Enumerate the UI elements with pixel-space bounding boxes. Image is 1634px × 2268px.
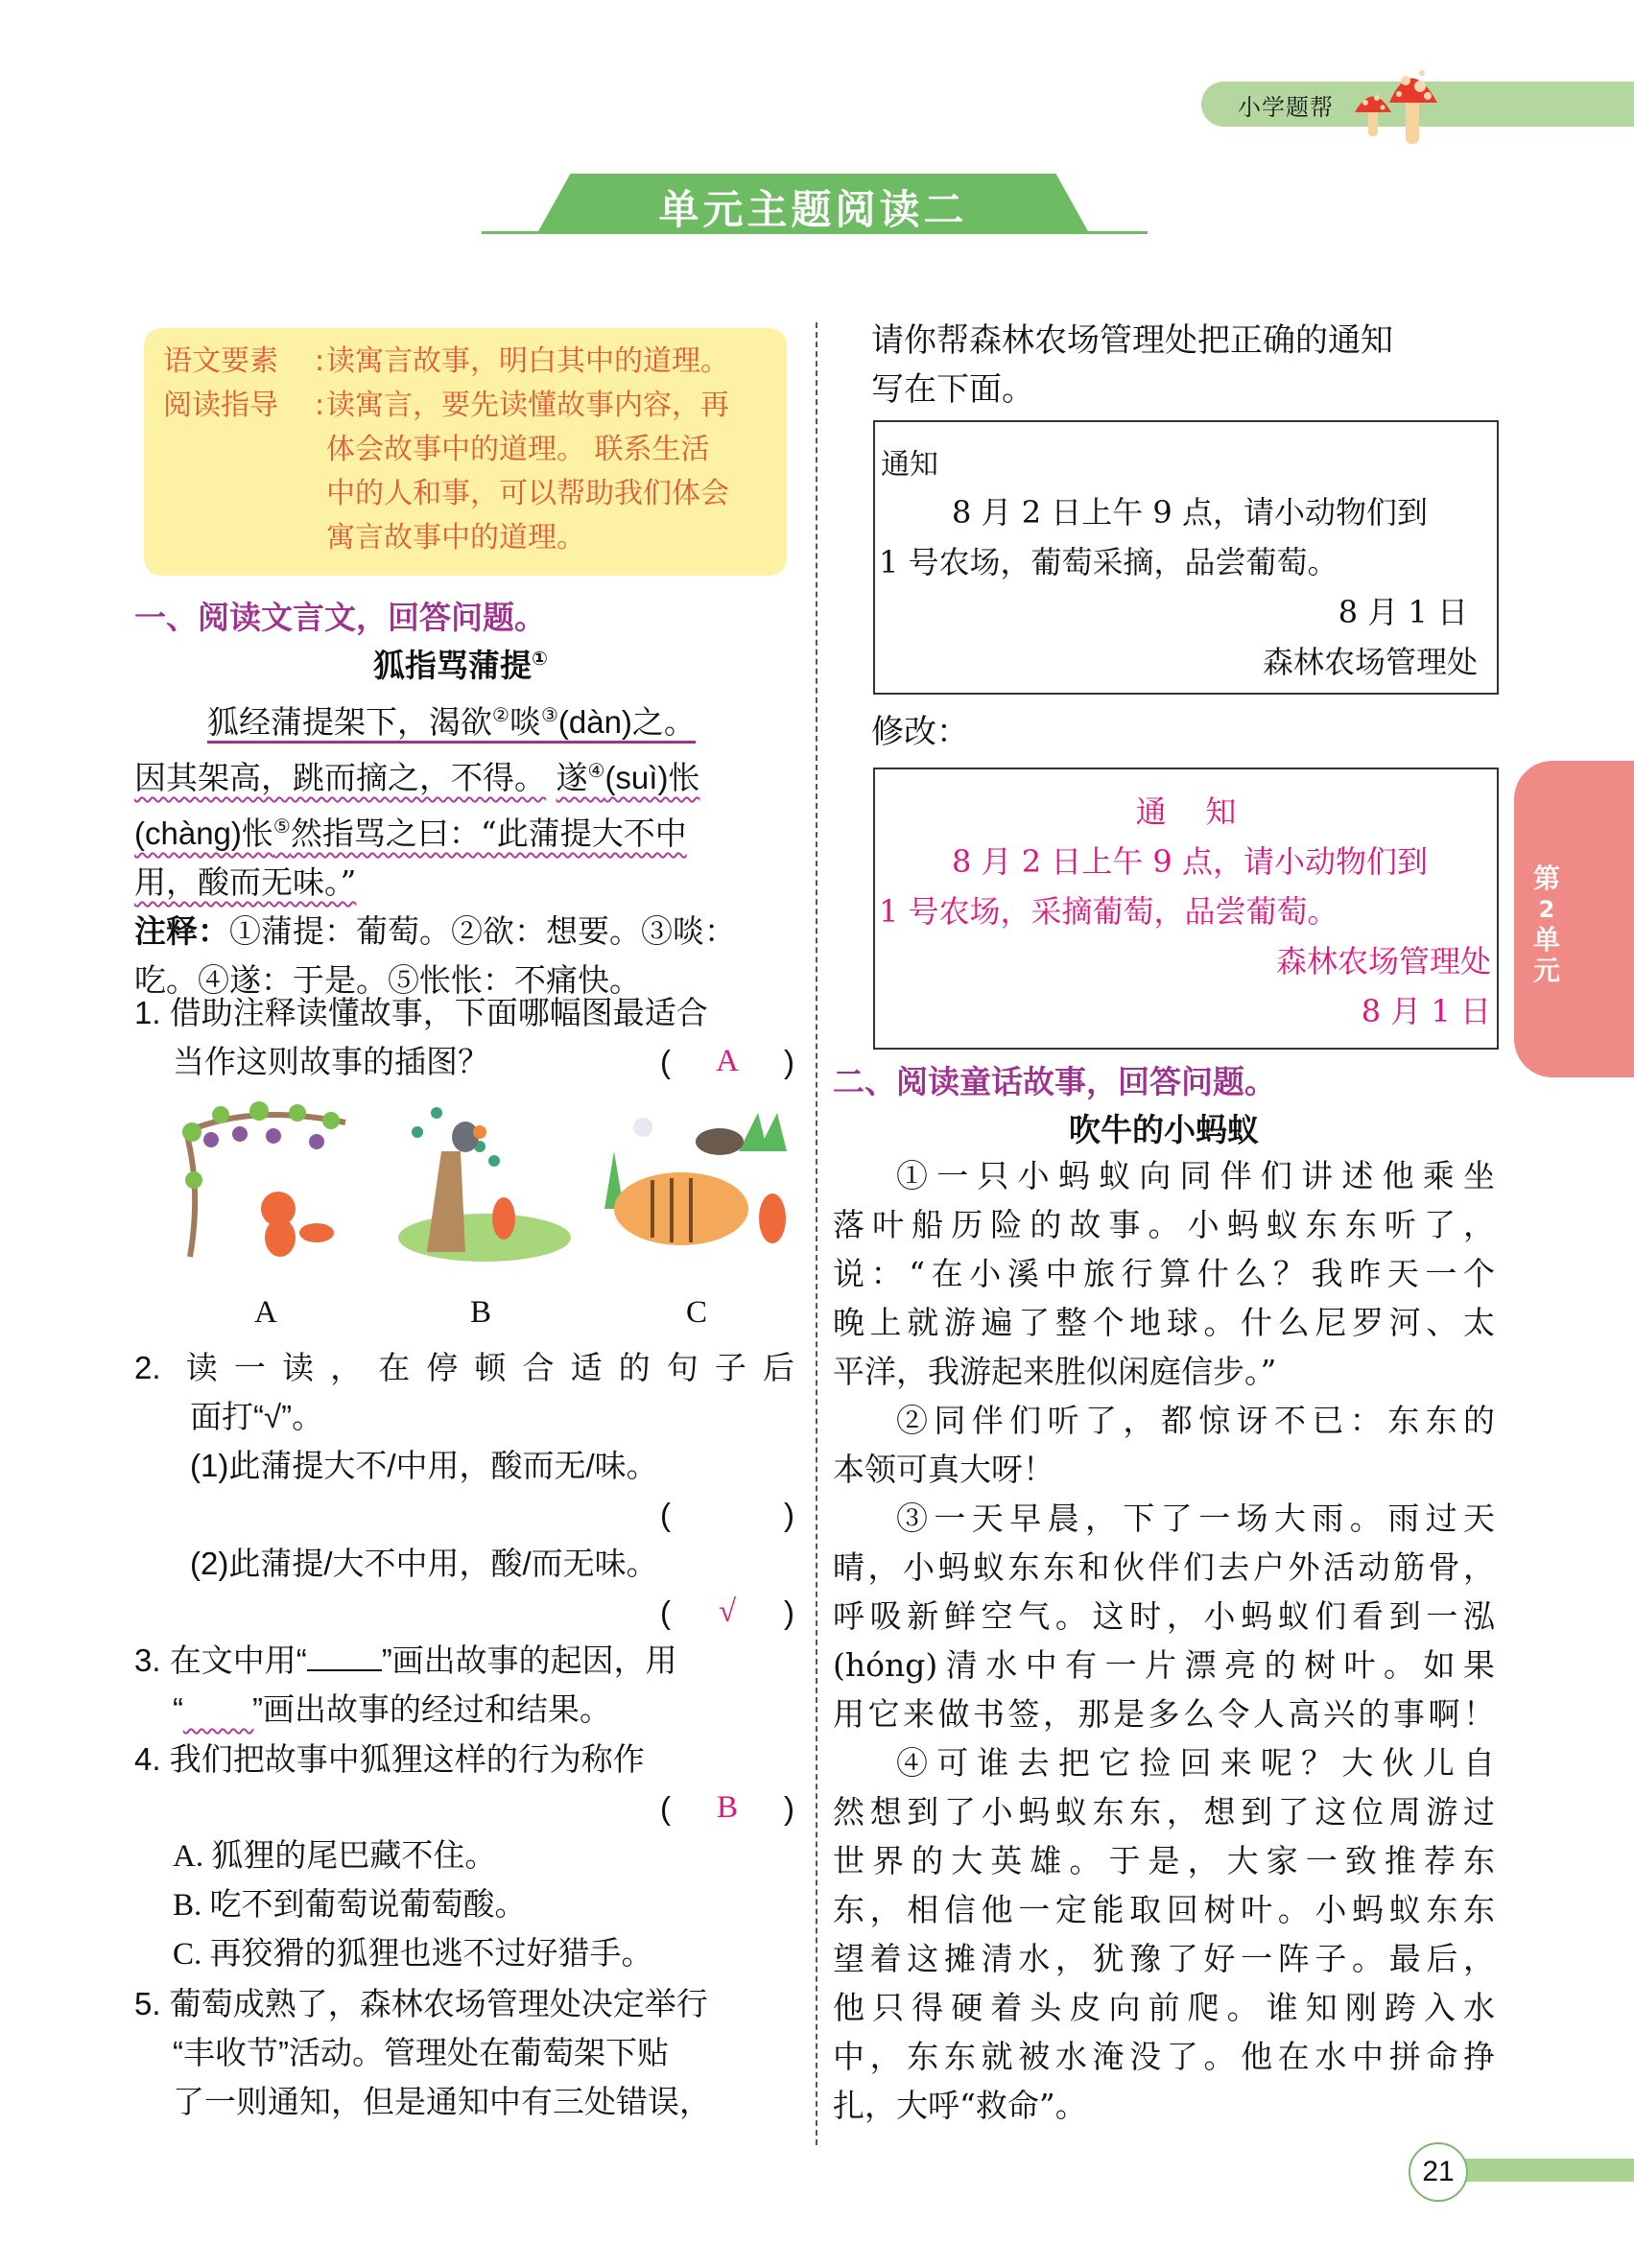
figure-label-b: B xyxy=(470,1295,492,1330)
answer-value: A xyxy=(716,1044,739,1078)
option-a: A. 狐狸的尾巴藏不住。 xyxy=(173,1839,497,1874)
element-label: 语文要素 xyxy=(163,344,278,378)
guide-label: 阅读指导 xyxy=(163,389,278,422)
story2-passage: ①一只小蚂蚁向同伴们讲述他乘坐 落叶船历险的故事。小蚂蚁东东听了， 说：“在小溪中旅行算什么？我昨天一个 晚上就游遍了整个地球。什么尼罗河、太 平洋，我游起来胜似闲庭信步。” ②同伴们听了，都惊讶不已：东东的 本领可真大呀！ ③一天早晨，下了一场大雨。雨过天 晴，小蚂蚁东东和伙伴们去户外活动筋骨， 呼吸新鲜空气。这时，小蚂蚁们看到一泓 (hóng)清水中有一片漂亮的树叶。如果 用它来做书签，那是多么令人高兴的事啊！ ④可谁去把它捡回来呢？大伙儿自 然想到了小蚂蚁东东，想到了这位周游过 世界的大英雄。于是，大家一致推荐东 东，相信他一定能取回树叶。小蚂蚁东东 望着这摊清水，犹豫了好一阵子。最后， 他只得硬着头皮向前爬。谁知刚跨入水 中，东东就被水淹没了。他在水中拼命挣 扎，大呼“救命”。 xyxy=(833,1157,1495,2124)
question-5-continued: 请你帮森林农场管理处把正确的通知 写在下面。 xyxy=(871,321,1393,409)
footer-bar xyxy=(1458,2159,1634,2182)
question-2: 2. 读一读，在停顿合适的句子后 面打“√”。 (1)此蒲提大不/中用，酸而无/味。 ( ) (2)此蒲提/大不中用，酸/而无味。 ( √ ) xyxy=(134,1343,794,1637)
answer-slot-1[interactable]: ( ) xyxy=(660,1497,794,1532)
page-number: 21 xyxy=(1409,2142,1468,2202)
figure-a-fox-grapes xyxy=(173,1094,365,1266)
story2-title: 吹牛的小蚂蚁 xyxy=(1069,1111,1259,1148)
brand-name: 小学题帮 xyxy=(1238,94,1334,121)
option-c: C. 再狡猾的狐狸也逃不过好猎手。 xyxy=(173,1937,653,1972)
notes-text: ①蒲提：葡萄。②欲：想要。③啖： xyxy=(229,912,736,950)
figure-c-fox-tiger xyxy=(595,1094,796,1266)
revise-label: 修改： xyxy=(871,713,969,751)
question-3: 3. 在文中用“ ”画出故事的起因，用 “ ”画出故事的经过和结果。 xyxy=(134,1642,677,1727)
notes-label: 注释： xyxy=(134,913,229,949)
answer-slot-2[interactable]: ( √ ) xyxy=(660,1588,794,1637)
question-5: 5. 葡萄成熟了，森林农场管理处决定举行 “丰收节”活动。管理处在葡萄架下贴 了一则通知，但是通知中有三处错误， xyxy=(134,1986,711,2119)
guide-line: 体会故事中的道理。 联系生活 xyxy=(326,433,710,466)
figure-b-fox-crow xyxy=(389,1094,580,1266)
footnote-ref: ① xyxy=(532,647,548,670)
option-b: B. 吃不到葡萄说葡萄酸。 xyxy=(173,1888,527,1923)
process-wavy-underline: 因其架高，跳而摘之，不得。 xyxy=(134,759,546,796)
original-notice: 通知 8 月 2 日上午 9 点，请小动物们到 1 号农场，葡萄采摘，品尝葡萄。 8 月 1 日 森林农场管理处 xyxy=(873,420,1499,695)
question-1: 1. 借助注释读懂故事，下面哪幅图最适合 当作这则故事的插图？ ( A ) xyxy=(134,988,794,1086)
story1-passage: 狐经蒲提架下，渴欲②啖③(dàn)之。 因其架高，跳而摘之，不得。 遂④(suì)怅 (chàng)怅⑤然指骂之曰：“此蒲提大不中 用，酸而无味。” 注释：①蒲提：葡萄。②欲：想要。③啖： 吃。④遂：于是。⑤怅怅：不痛快。 xyxy=(134,691,794,1004)
element-text: 读寓言故事，明白其中的道理。 xyxy=(326,344,729,378)
guide-line: 中的人和事，可以帮助我们体会 xyxy=(326,477,729,510)
unit-label: 第 2 单 元 xyxy=(1533,862,1561,986)
revised-notice[interactable]: 通 知 8 月 2 日上午 9 点，请小动物们到 1 号农场，采摘葡萄，品尝葡萄。 森林农场管理处 8 月 1 日 xyxy=(873,768,1499,1050)
answer-slot[interactable]: ( B ) xyxy=(660,1790,794,1826)
option-2: (2)此蒲提/大不中用，酸/而无味。 xyxy=(190,1546,658,1581)
checkmark-icon: √ xyxy=(718,1595,737,1629)
unit-side-tab xyxy=(1514,761,1634,1077)
question-4: 4. 我们把故事中狐狸这样的行为称作 ( B ) A. 狐狸的尾巴藏不住。 B. 吃不到葡萄说葡萄酸。 C. 再狡猾的狐狸也逃不过好猎手。 xyxy=(134,1735,794,1979)
notes-text: 吃。④遂：于是。⑤怅怅：不痛快。 xyxy=(134,961,641,999)
reading-tips: 语文要素 : 读寓言故事，明白其中的道理。 阅读指导 : 读寓言，要先读懂故事内容，再 体会故事中的道理。 联系生活 中的人和事，可以帮助我们体会 寓言故事中的道理。 xyxy=(163,340,777,560)
column-divider xyxy=(816,322,817,2145)
guide-line: 寓言故事中的道理。 xyxy=(326,521,585,555)
story1-title-text: 狐指骂蒲提 xyxy=(373,647,533,684)
figure-label-c: C xyxy=(686,1295,708,1330)
answer-slot[interactable]: ( A ) xyxy=(660,1037,794,1086)
option-1: (1)此蒲提大不/中用，酸而无/味。 xyxy=(190,1448,658,1483)
story1-title xyxy=(134,641,787,686)
guide-line: 读寓言，要先读懂故事内容，再 xyxy=(326,389,729,422)
section1-heading: 一、阅读文言文，回答问题。 xyxy=(134,599,546,636)
figure-label-a: A xyxy=(254,1295,277,1330)
cause-underline: 狐经蒲提架下，渴欲②啖③(dàn)之。 xyxy=(207,703,696,744)
mushroom-icon xyxy=(1353,59,1458,146)
section2-heading: 二、阅读童话故事，回答问题。 xyxy=(833,1063,1276,1100)
page-title: 单元主题阅读二 xyxy=(658,186,968,233)
